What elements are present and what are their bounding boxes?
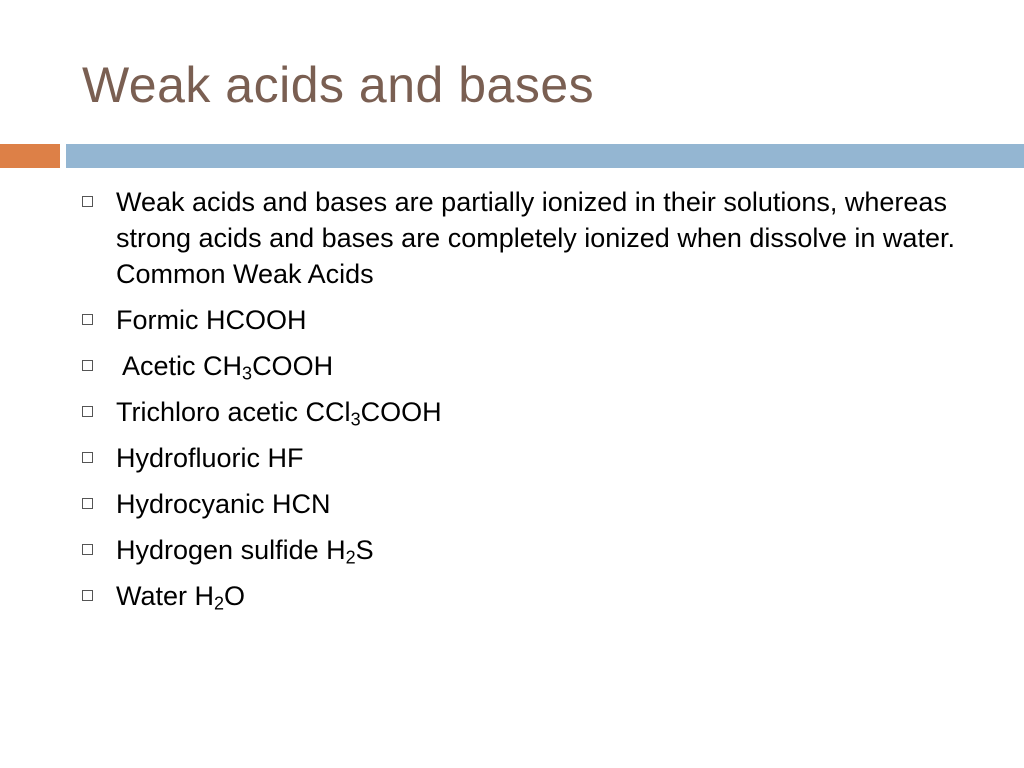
subscript: 2	[345, 547, 356, 568]
text-part: COOH	[252, 351, 334, 381]
list-item	[78, 302, 958, 338]
subscript: 3	[242, 363, 253, 384]
hollow-square-icon	[82, 590, 93, 601]
text-part: O	[224, 581, 246, 611]
bullet-text: Weak acids and bases are partially ionized in their solutions, whereas strong acids and bases are completely ionized when dissolve in water. Common Weak Acids	[116, 187, 955, 289]
text-part: Hydrogen sulfide H	[116, 535, 346, 565]
hollow-square-icon	[82, 452, 93, 463]
list-item	[78, 486, 958, 522]
bullet-text: Formic HCOOH	[116, 305, 307, 335]
text-part: Water H	[116, 581, 215, 611]
hollow-square-icon	[82, 498, 93, 509]
hollow-square-icon	[82, 406, 93, 417]
accent-bar-orange	[0, 144, 60, 168]
list-item	[78, 348, 958, 384]
bullet-text	[116, 535, 374, 568]
slide-title: Weak acids and bases	[82, 57, 595, 113]
list-item	[78, 394, 958, 430]
accent-bar-blue	[66, 144, 1024, 168]
list-item	[78, 440, 958, 476]
hollow-square-icon	[82, 544, 93, 555]
text-part: COOH	[360, 397, 442, 427]
subscript: 3	[350, 409, 361, 430]
bullet-text: Hydrofluoric HF	[116, 443, 304, 473]
bullet-text	[116, 397, 442, 430]
bullet-text	[116, 351, 334, 384]
bullet-text	[116, 581, 246, 614]
bullet-list	[78, 184, 958, 624]
hollow-square-icon	[82, 360, 93, 371]
list-item	[78, 578, 958, 614]
text-part: Trichloro acetic CCl	[116, 397, 351, 427]
bullet-text: Hydrocyanic HCN	[116, 489, 331, 519]
list-item	[78, 184, 958, 292]
text-part: S	[355, 535, 374, 565]
text-part: Acetic CH	[116, 351, 243, 381]
hollow-square-icon	[82, 196, 93, 207]
subscript: 2	[214, 593, 225, 614]
hollow-square-icon	[82, 314, 93, 325]
list-item	[78, 532, 958, 568]
